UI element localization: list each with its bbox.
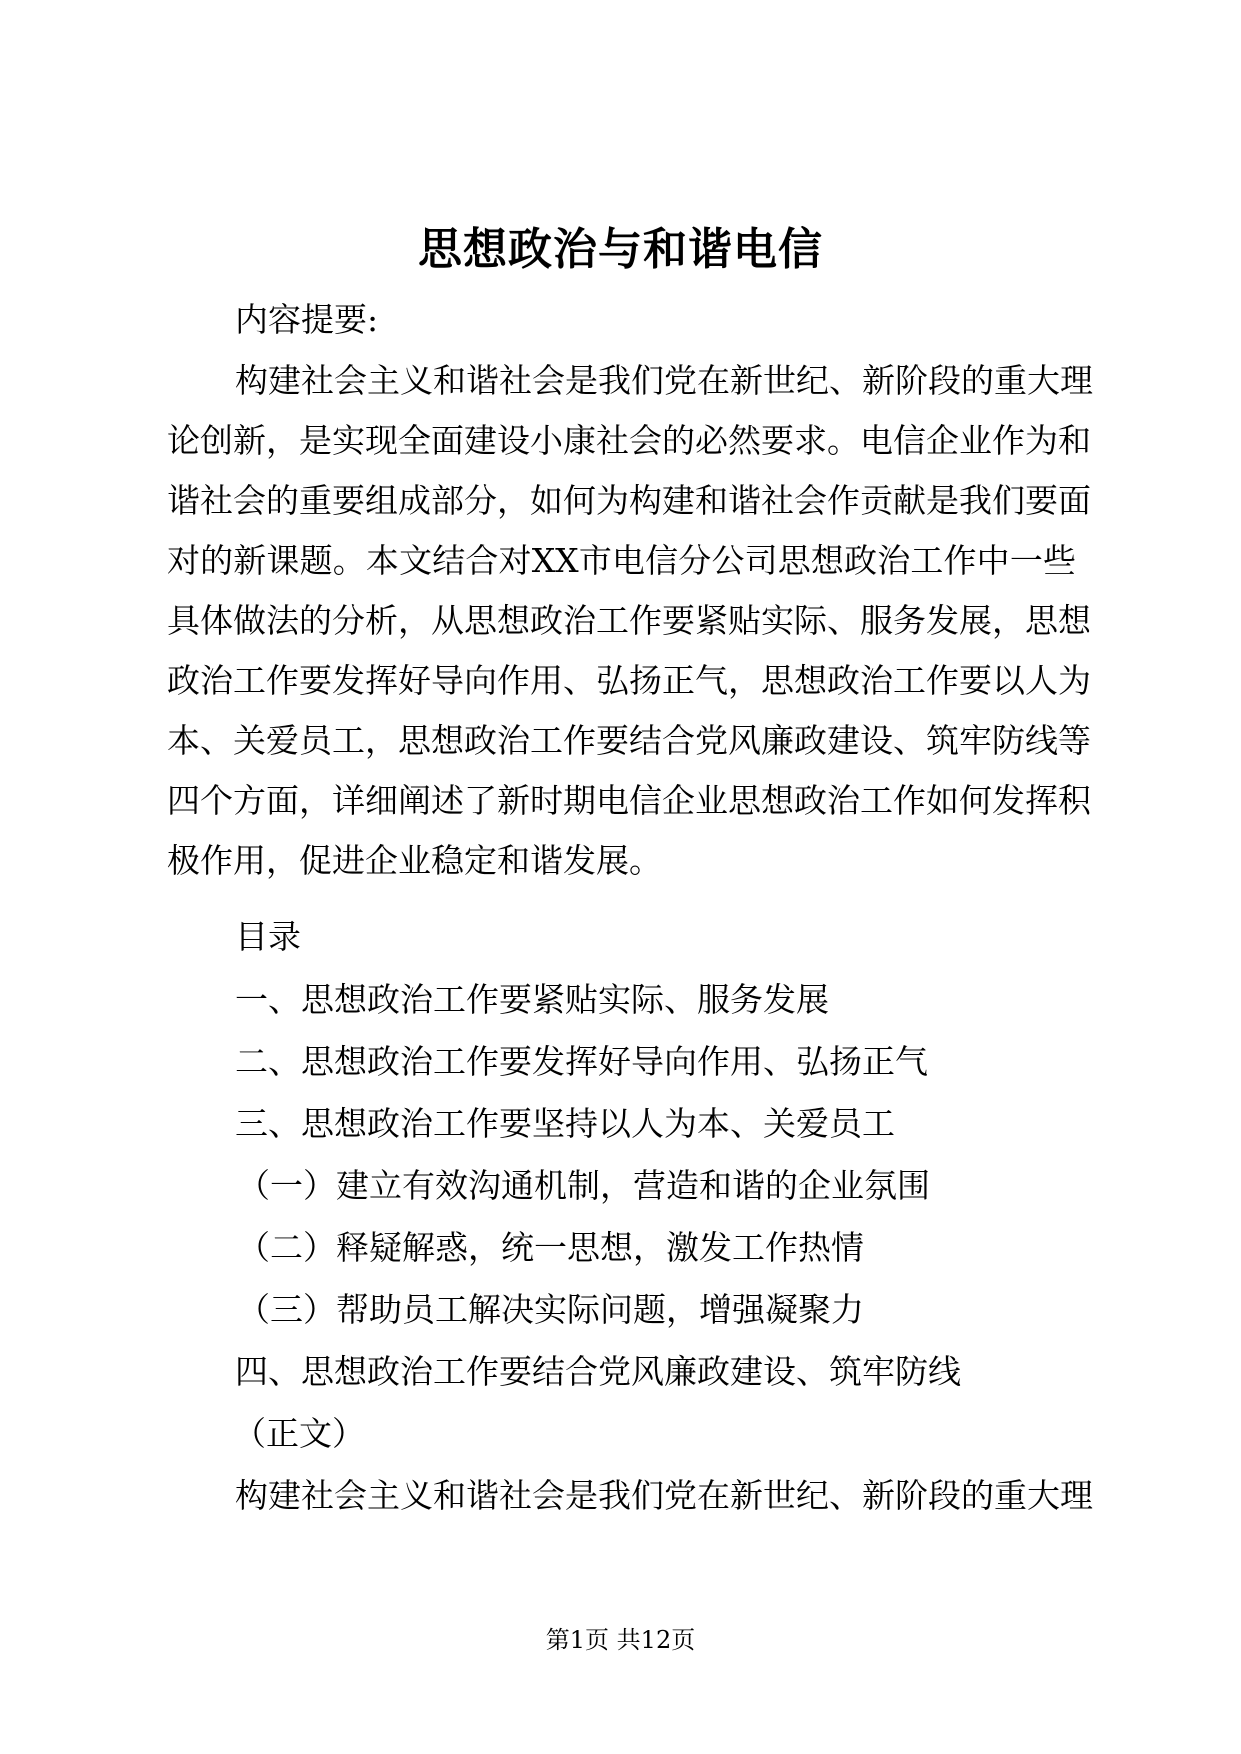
abstract-line: 具体做法的分析，从思想政治工作要紧贴实际、服务发展，思想 bbox=[167, 601, 1091, 640]
toc-item: 四、思想政治工作要结合党风廉政建设、筑牢防线 bbox=[235, 1352, 961, 1391]
toc-item: 一、思想政治工作要紧贴实际、服务发展 bbox=[235, 980, 829, 1019]
toc-subitem: （三）帮助员工解决实际问题，增强凝聚力 bbox=[237, 1290, 864, 1329]
abstract-line: 谐社会的重要组成部分，如何为构建和谐社会作贡献是我们要面 bbox=[167, 481, 1091, 520]
abstract-line: 四个方面，详细阐述了新时期电信企业思想政治工作如何发挥积 bbox=[167, 781, 1091, 820]
body-paragraph-line: 构建社会主义和谐社会是我们党在新世纪、新阶段的重大理 bbox=[235, 1476, 1093, 1515]
abstract-line: 本、关爱员工，思想政治工作要结合党风廉政建设、筑牢防线等 bbox=[167, 721, 1091, 760]
abstract-line: 极作用，促进企业稳定和谐发展。 bbox=[167, 841, 662, 880]
abstract-line: 对的新课题。本文结合对XX市电信分公司思想政治工作中一些 bbox=[167, 541, 1076, 580]
abstract-line: 政治工作要发挥好导向作用、弘扬正气，思想政治工作要以人为 bbox=[167, 661, 1091, 700]
toc-item: 三、思想政治工作要坚持以人为本、关爱员工 bbox=[235, 1104, 895, 1143]
page-number: 第1页 共12页 bbox=[545, 1626, 696, 1654]
toc-label: 目录 bbox=[235, 917, 301, 956]
document-title: 思想政治与和谐电信 bbox=[418, 224, 823, 275]
abstract-label: 内容提要: bbox=[235, 300, 379, 339]
body-label: （正文） bbox=[233, 1414, 365, 1453]
abstract-line: 论创新，是实现全面建设小康社会的必然要求。电信企业作为和 bbox=[167, 421, 1091, 460]
abstract-line: 构建社会主义和谐社会是我们党在新世纪、新阶段的重大理 bbox=[235, 361, 1093, 400]
toc-subitem: （一）建立有效沟通机制，营造和谐的企业氛围 bbox=[237, 1166, 930, 1205]
toc-subitem: （二）释疑解惑，统一思想，激发工作热情 bbox=[237, 1228, 864, 1267]
toc-item: 二、思想政治工作要发挥好导向作用、弘扬正气 bbox=[235, 1042, 928, 1081]
